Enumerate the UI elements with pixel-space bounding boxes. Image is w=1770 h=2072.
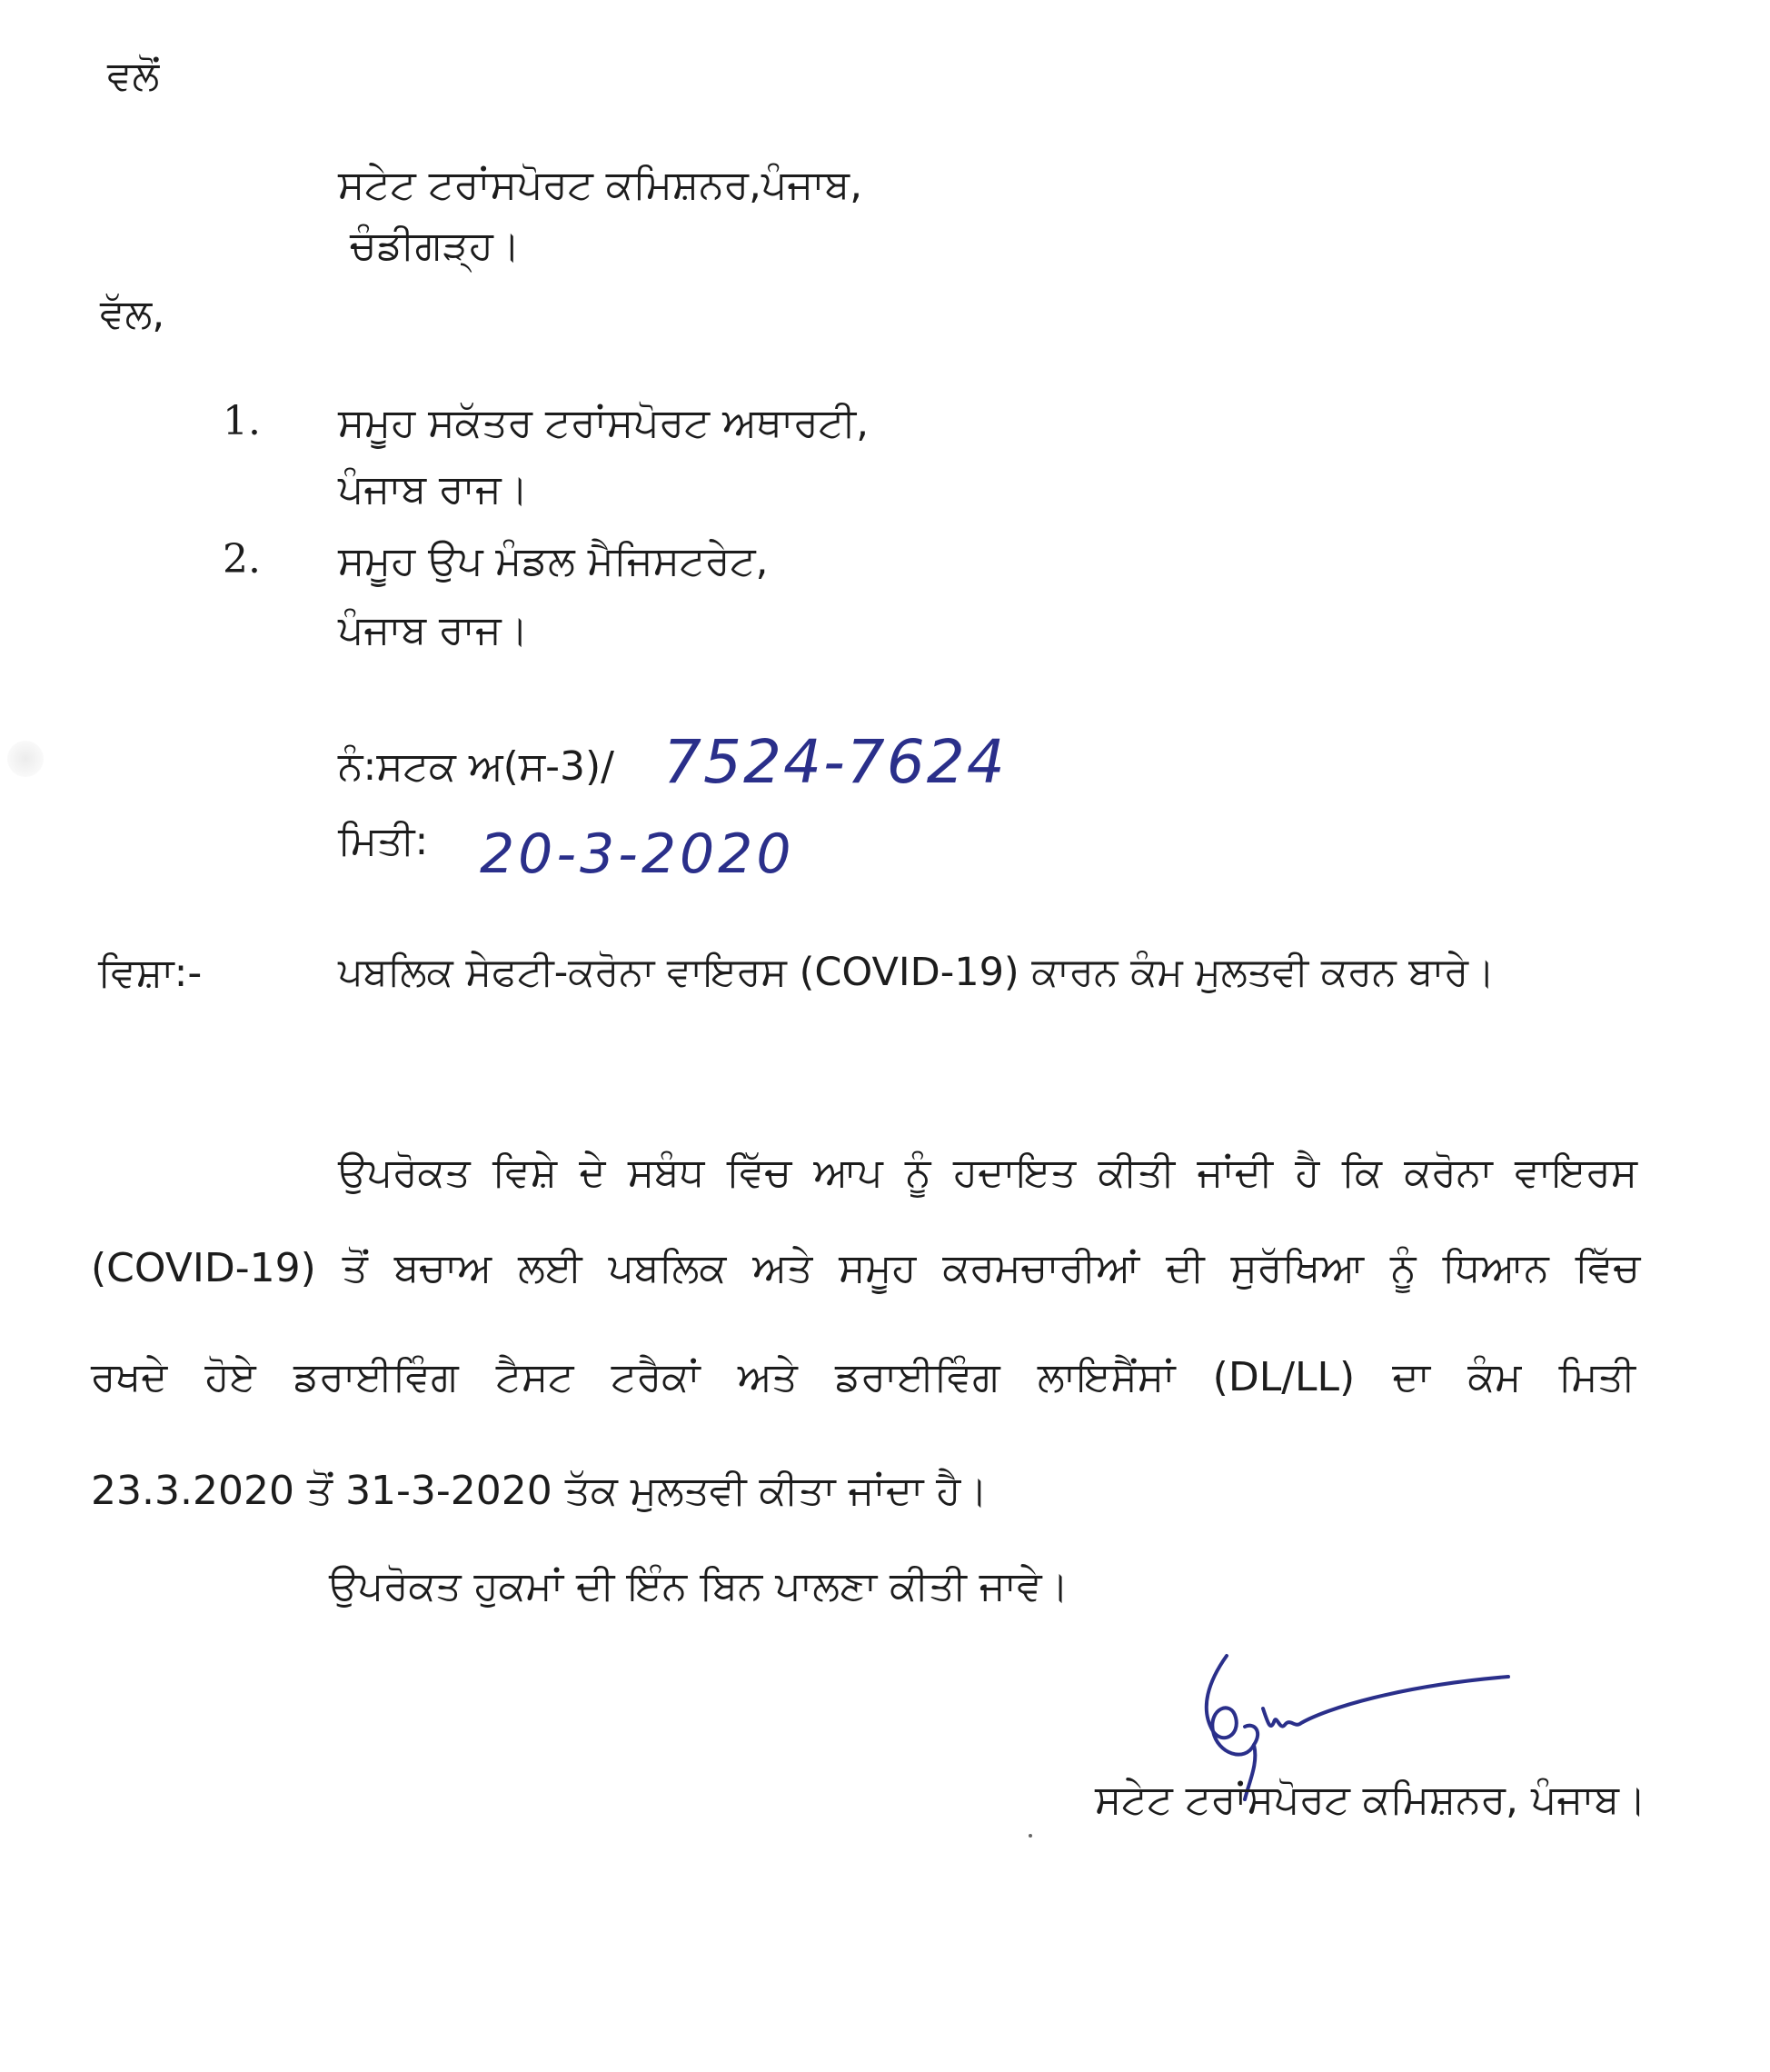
reference-number-handwritten: 7524-7624 <box>663 727 1007 797</box>
date-label: ਮਿਤੀ: <box>338 818 429 864</box>
signatory-title: ਸਟੇਟ ਟਰਾਂਸਪੋਰਟ ਕਮਿਸ਼ਨਰ, ਪੰਜਾਬ। <box>1095 1777 1646 1823</box>
sender-line-1: ਸਟੇਟ ਟਰਾਂਸਪੋਰਟ ਕਮਿਸ਼ਨਰ,ਪੰਜਾਬ, <box>338 162 863 208</box>
scan-speck <box>1029 1834 1032 1838</box>
recipient-1-number: 1. <box>223 398 261 444</box>
to-label: ਵੱਲ, <box>100 291 165 337</box>
recipient-1-line-1: ਸਮੂਹ ਸਕੱਤਰ ਟਰਾਂਸਪੋਰਟ ਅਥਾਰਟੀ, <box>338 400 870 446</box>
date-handwritten: 20-3-2020 <box>480 822 795 886</box>
body-line-1: ਉਪਰੋਕਤ ਵਿਸ਼ੇ ਦੇ ਸਬੰਧ ਵਿੱਚ ਆਪ ਨੂੰ ਹਦਾਇਤ ਕੀਤੀ ਜਾਂਦੀ ਹੈ ਕਿ ਕਰੋਨਾ ਵਾਇਰਸ <box>338 1150 1637 1196</box>
closing-line: ਉਪਰੋਕਤ ਹੁਕਮਾਂ ਦੀ ਇੰਨ ਬਿਨ ਪਾਲਣਾ ਕੀਤੀ ਜਾਵੇ। <box>329 1563 1069 1609</box>
reference-label: ਨੰ:ਸਟਕ ਅ(ਸ-3)/ <box>338 743 614 790</box>
subject-text: ਪਬਲਿਕ ਸੇਫਟੀ-ਕਰੋਨਾ ਵਾਇਰਸ (COVID-19) ਕਾਰਨ ਕੰਮ ਮੁਲਤਵੀ ਕਰਨ ਬਾਰੇ। <box>338 950 1496 995</box>
subject-label: ਵਿਸ਼ਾ:- <box>98 950 203 996</box>
sender-line-2: ਚੰਡੀਗੜ੍ਹ। <box>350 223 521 269</box>
recipient-2-line-2: ਪੰਜਾਬ ਰਾਜ। <box>338 607 529 653</box>
recipient-2-number: 2. <box>223 536 261 583</box>
recipient-1-line-2: ਪੰਜਾਬ ਰਾਜ। <box>338 466 529 513</box>
from-label: ਵਲੋਂ <box>107 53 160 99</box>
body-line-2: (COVID-19) ਤੋਂ ਬਚਾਅ ਲਈ ਪਬਲਿਕ ਅਤੇ ਸਮੂਹ ਕਰਮਚਾਰੀਆਂ ਦੀ ਸੁਰੱਖਿਆ ਨੂੰ ਧਿਆਨ ਵਿੱਚ <box>91 1245 1640 1291</box>
body-line-3: ਰਖਦੇ ਹੋਏ ਡਰਾਈਵਿੰਗ ਟੈਸਟ ਟਰੈਕਾਂ ਅਤੇ ਡਰਾਈਵਿੰਗ ਲਾਇਸੈਂਸਾਂ (DL/LL) ਦਾ ਕੰਮ ਮਿਤੀ <box>91 1354 1636 1400</box>
recipient-2-line-1: ਸਮੂਹ ਉਪ ਮੰਡਲ ਮੈਜਿਸਟਰੇਟ, <box>338 538 769 584</box>
body-line-4: 23.3.2020 ਤੋਂ 31-3-2020 ਤੱਕ ਮੁਲਤਵੀ ਕੀਤਾ ਜਾਂਦਾ ਹੈ। <box>91 1468 989 1514</box>
scan-smudge <box>7 741 44 777</box>
